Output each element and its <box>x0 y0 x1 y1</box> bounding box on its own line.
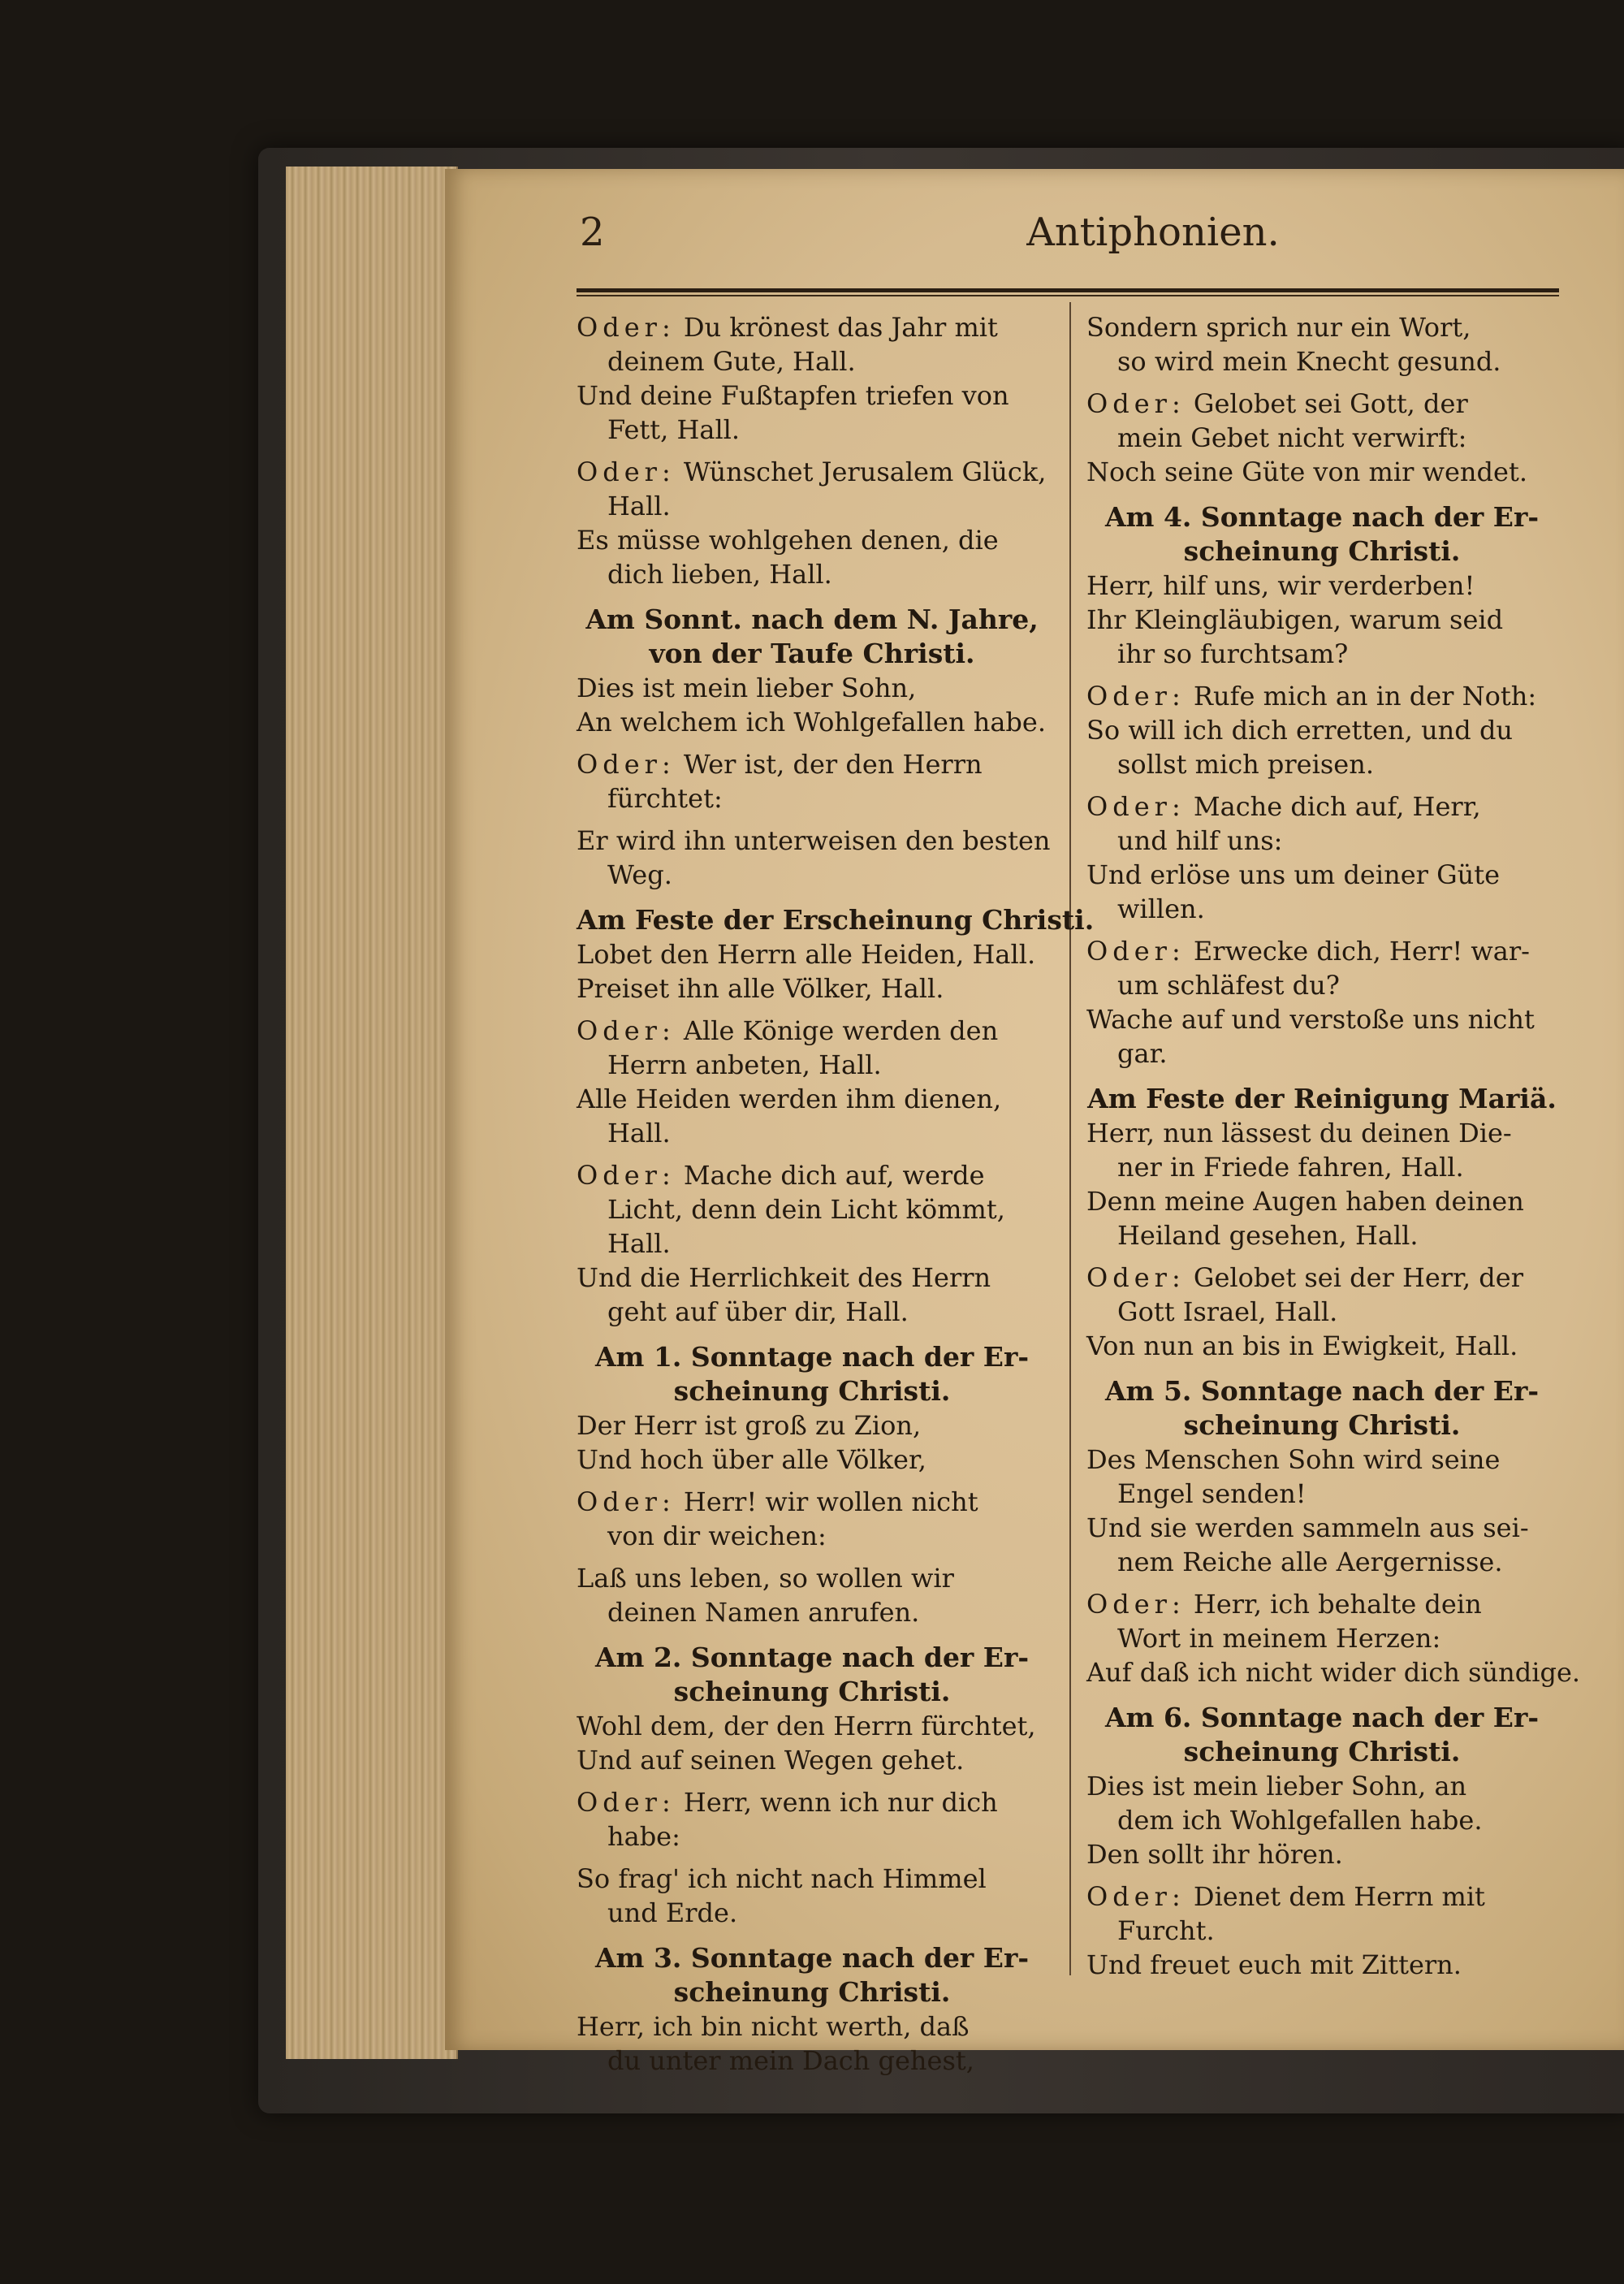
line-text: Am 2. Sonntage nach der Er- <box>594 1642 1030 1673</box>
text-line <box>1086 1655 1581 1689</box>
text-line <box>1086 1116 1557 1150</box>
line-text: Wer ist, der den Herrn <box>675 749 983 780</box>
line-text: von der Taufe Christi. <box>649 638 975 669</box>
line-text: Und deine Fußtapfen triefen von <box>577 380 1009 411</box>
text-line <box>1086 1511 1557 1545</box>
text-line <box>1086 934 1557 968</box>
text-line <box>1086 1803 1557 1837</box>
line-text: Denn meine Augen haben deinen <box>1086 1186 1524 1217</box>
line-text: um schläfest du? <box>1117 970 1340 1001</box>
line-text: Und freuet euch mit Zittern. <box>1086 1949 1462 1980</box>
line-text: Engel senden! <box>1117 1478 1307 1509</box>
line-text: ner in Friede fahren, Hall. <box>1117 1152 1464 1183</box>
line-text: Furcht. <box>1117 1915 1215 1946</box>
text-line <box>1086 679 1557 713</box>
line-text: Von nun an bis in Ewigkeit, Hall. <box>1086 1330 1518 1361</box>
line-text: Laß uns leben, so wollen wir <box>577 1563 954 1594</box>
line-text: Am 6. Sonntage nach der Er- <box>1104 1702 1540 1733</box>
line-text: dem ich Wohlgefallen habe. <box>1117 1805 1483 1836</box>
line-text: sollst mich preisen. <box>1117 749 1374 780</box>
line-text: Auf daß ich nicht wider dich sündige. <box>1086 1657 1581 1688</box>
line-text: Ihr Kleingläubigen, warum seid <box>1086 604 1504 635</box>
line-text: gar. <box>1117 1038 1168 1069</box>
column-divider <box>1069 302 1071 1975</box>
running-head: Antiphonien. <box>1026 210 1280 255</box>
text-line <box>577 557 1047 591</box>
text-line <box>577 858 1047 892</box>
header-rule-thin <box>577 295 1559 296</box>
line-text: Gelobet sei Gott, der <box>1185 388 1468 419</box>
text-line <box>1086 344 1557 379</box>
text-line <box>577 1226 1047 1261</box>
oder-label: Oder: <box>577 1015 676 1046</box>
section-heading <box>577 603 1047 637</box>
line-text: Und hoch über alle Völker, <box>577 1444 926 1475</box>
line-text: An welchem ich Wohlgefallen habe. <box>577 707 1047 738</box>
section-heading <box>577 1374 1047 1408</box>
oder-label: Oder: <box>1086 1881 1186 1912</box>
oder-label: Oder: <box>577 1486 676 1517</box>
text-line <box>577 1295 1047 1329</box>
text-line <box>577 971 1047 1006</box>
line-text: dich lieben, Hall. <box>607 559 832 590</box>
text-line <box>577 310 1047 344</box>
text-line <box>1086 637 1557 671</box>
text-line <box>1086 1002 1557 1036</box>
line-text: Rufe mich an in der Noth: <box>1185 681 1537 712</box>
line-text: Weg. <box>607 859 672 890</box>
oder-label: Oder: <box>577 1787 676 1818</box>
line-text: Es müsse wohlgehen denen, die <box>577 525 999 556</box>
text-line <box>1086 858 1557 892</box>
section-heading <box>577 1340 1047 1374</box>
line-text: Alle Heiden werden ihm dienen, <box>577 1084 1002 1114</box>
text-line <box>577 523 1047 557</box>
line-text: und Erde. <box>607 1897 738 1928</box>
section-heading <box>1086 500 1557 534</box>
text-line <box>1086 1477 1557 1511</box>
line-text: Und die Herrlichkeit des Herrn <box>577 1262 991 1293</box>
oder-label: Oder: <box>577 456 676 487</box>
line-text: Alle Könige werden den <box>675 1015 999 1046</box>
header-rule <box>577 288 1559 292</box>
section-heading <box>1086 1701 1557 1735</box>
left-column <box>577 310 1095 2078</box>
text-line <box>577 824 1051 858</box>
oder-label: Oder: <box>1086 936 1186 967</box>
text-line <box>1086 1443 1557 1477</box>
text-line <box>1086 968 1557 1002</box>
text-line <box>1086 824 1557 858</box>
line-text: ihr so furchtsam? <box>1117 638 1349 669</box>
line-text: Und erlöse uns um deiner Güte <box>1086 859 1501 890</box>
section-heading <box>577 1675 1047 1709</box>
text-line <box>1086 1545 1557 1579</box>
line-text: So frag' ich nicht nach Himmel <box>577 1863 987 1894</box>
line-text: Am 1. Sonntage nach der Er- <box>594 1341 1030 1373</box>
text-line <box>1086 1295 1557 1329</box>
text-line <box>1086 1218 1557 1252</box>
line-text: du unter mein Dach gehest, <box>607 2045 974 2076</box>
line-text: habe: <box>607 1821 680 1852</box>
oder-label: Oder: <box>577 749 676 780</box>
text-line <box>577 1561 1047 1595</box>
line-text: Sondern sprich nur ein Wort, <box>1086 312 1471 343</box>
line-text: Mache dich auf, werde <box>675 1160 985 1191</box>
text-line <box>577 344 1047 379</box>
text-line <box>1086 789 1557 824</box>
line-text: Wort in meinem Herzen: <box>1117 1623 1441 1654</box>
line-text: So will ich dich erretten, und du <box>1086 715 1514 746</box>
text-line <box>1086 1769 1557 1803</box>
line-text: Wohl dem, der den Herrn fürchtet, <box>577 1711 1036 1741</box>
text-line <box>577 671 1047 705</box>
oder-label: Oder: <box>577 312 676 343</box>
line-text: Hall. <box>607 1118 671 1148</box>
text-line <box>577 1819 1047 1854</box>
text-line <box>577 1709 1047 1743</box>
text-line <box>577 1082 1047 1116</box>
line-text: Hall. <box>607 491 671 521</box>
page-edges <box>286 167 458 2059</box>
line-text: Am Feste der Erscheinung Christi. <box>577 904 1095 936</box>
text-line <box>577 1785 1047 1819</box>
oder-label: Oder: <box>577 1160 676 1191</box>
line-text: Noch seine Güte von mir wendet. <box>1086 456 1527 487</box>
text-line <box>1086 747 1557 781</box>
line-text: Fett, Hall. <box>607 414 741 445</box>
text-line <box>1086 1184 1557 1218</box>
line-text: Wünschet Jerusalem Glück, <box>675 456 1047 487</box>
text-line <box>577 2044 1047 2078</box>
section-heading <box>577 637 1047 671</box>
text-line <box>1086 1036 1557 1071</box>
line-text: und hilf uns: <box>1117 825 1283 856</box>
text-line <box>577 1116 1047 1150</box>
text-line <box>577 1192 1047 1226</box>
line-text: Herr, nun lässest du deinen Die- <box>1086 1118 1512 1148</box>
page-number: 2 <box>580 210 605 255</box>
line-text: fürchtet: <box>607 783 723 814</box>
text-line <box>1086 455 1557 489</box>
text-line <box>1086 1880 1557 1914</box>
line-text: Heiland gesehen, Hall. <box>1117 1220 1419 1251</box>
text-line <box>577 413 1047 447</box>
text-line <box>1086 603 1557 637</box>
text-line <box>577 1862 1047 1896</box>
text-line <box>1086 569 1557 603</box>
oder-label: Oder: <box>1086 1589 1186 1620</box>
text-line <box>577 937 1047 971</box>
text-line <box>577 781 1047 815</box>
text-line <box>1086 892 1557 926</box>
line-text: deinen Namen anrufen. <box>607 1597 920 1628</box>
text-line <box>1086 310 1557 344</box>
text-line <box>1086 1587 1557 1621</box>
line-text: Der Herr ist groß zu Zion, <box>577 1410 922 1441</box>
line-text: Licht, denn dein Licht kömmt, <box>607 1194 1005 1225</box>
section-heading <box>577 903 1095 937</box>
text-line <box>577 379 1047 413</box>
line-text: Dienet dem Herrn mit <box>1185 1881 1485 1912</box>
oder-label: Oder: <box>1086 1262 1186 1293</box>
text-line <box>577 1158 1047 1192</box>
line-text: Am 3. Sonntage nach der Er- <box>594 1942 1030 1974</box>
line-text: Gott Israel, Hall. <box>1117 1296 1338 1327</box>
line-text: Erwecke dich, Herr! war- <box>1185 936 1530 967</box>
section-heading <box>577 1941 1047 1975</box>
line-text: Er wird ihn unterweisen den besten <box>577 825 1051 856</box>
section-heading <box>1086 1082 1557 1116</box>
line-text: nem Reiche alle Aergernisse. <box>1117 1546 1503 1577</box>
text-line <box>1086 1150 1557 1184</box>
text-line <box>577 489 1047 523</box>
line-text: Am Sonnt. nach dem N. Jahre, <box>585 603 1039 635</box>
text-line <box>577 1485 1047 1519</box>
line-text: Am 5. Sonntage nach der Er- <box>1104 1375 1540 1407</box>
line-text: Hall. <box>607 1228 671 1259</box>
line-text: Gelobet sei der Herr, der <box>1185 1262 1523 1293</box>
line-text: Herr, wenn ich nur dich <box>675 1787 998 1818</box>
text-line <box>577 1014 1047 1048</box>
text-line <box>577 1443 1047 1477</box>
line-text: Herr, ich bin nicht werth, daß <box>577 2011 970 2042</box>
text-line <box>577 455 1047 489</box>
line-text: Herrn anbeten, Hall. <box>607 1049 882 1080</box>
section-heading <box>1086 1374 1557 1408</box>
text-line <box>577 1261 1047 1295</box>
line-text: scheinung Christi. <box>1183 1409 1461 1441</box>
text-line <box>577 2009 1047 2044</box>
line-text: Des Menschen Sohn wird seine <box>1086 1444 1501 1475</box>
line-text: Preiset ihn alle Völker, Hall. <box>577 973 944 1004</box>
text-line <box>1086 1261 1557 1295</box>
oder-label: Oder: <box>1086 388 1186 419</box>
section-heading <box>1086 1735 1557 1769</box>
line-text: Herr! wir wollen nicht <box>675 1486 978 1517</box>
text-line <box>1086 1329 1557 1363</box>
text-line <box>577 1408 1047 1443</box>
line-text: Und sie werden sammeln aus sei- <box>1086 1512 1529 1543</box>
line-text: geht auf über dir, Hall. <box>607 1296 909 1327</box>
line-text: Herr, ich behalte dein <box>1185 1589 1482 1620</box>
line-text: von dir weichen: <box>607 1521 827 1551</box>
text-line <box>577 1896 1047 1930</box>
line-text: Den sollt ihr hören. <box>1086 1839 1343 1870</box>
text-line <box>577 1048 1047 1082</box>
text-line <box>577 747 1047 781</box>
text-line <box>1086 1621 1557 1655</box>
line-text: scheinung Christi. <box>673 1676 951 1707</box>
text-line <box>577 705 1047 739</box>
line-text: Wache auf und verstoße uns nicht <box>1086 1004 1535 1035</box>
line-text: mein Gebet nicht verwirft: <box>1117 422 1467 453</box>
line-text: Am 4. Sonntage nach der Er- <box>1104 501 1540 533</box>
line-text: scheinung Christi. <box>673 1375 951 1407</box>
text-line <box>1086 387 1557 421</box>
line-text: Herr, hilf uns, wir verderben! <box>1086 570 1475 601</box>
section-heading <box>1086 534 1557 569</box>
right-column <box>1086 310 1581 1982</box>
oder-label: Oder: <box>1086 791 1186 822</box>
text-line <box>1086 1948 1557 1982</box>
oder-label: Oder: <box>1086 681 1186 712</box>
line-text: deinem Gute, Hall. <box>607 346 856 377</box>
line-text: scheinung Christi. <box>1183 535 1461 567</box>
line-text: Mache dich auf, Herr, <box>1185 791 1481 822</box>
text-line <box>577 1595 1047 1629</box>
line-text: Und auf seinen Wegen gehet. <box>577 1745 965 1776</box>
line-text: willen. <box>1117 893 1205 924</box>
text-line <box>577 1519 1047 1553</box>
line-text: Lobet den Herrn alle Heiden, Hall. <box>577 939 1036 970</box>
line-text: Du krönest das Jahr mit <box>675 312 998 343</box>
line-text: Dies ist mein lieber Sohn, an <box>1086 1771 1467 1802</box>
line-text: so wird mein Knecht gesund. <box>1117 346 1501 377</box>
section-heading <box>1086 1408 1557 1443</box>
line-text: scheinung Christi. <box>1183 1736 1461 1767</box>
text-line <box>1086 421 1557 455</box>
text-line <box>1086 713 1557 747</box>
text-line <box>1086 1914 1557 1948</box>
section-heading <box>577 1975 1047 2009</box>
section-heading <box>577 1641 1047 1675</box>
text-line <box>577 1743 1047 1777</box>
line-text: Am Feste der Reinigung Mariä. <box>1087 1083 1557 1114</box>
line-text: Dies ist mein lieber Sohn, <box>577 673 917 703</box>
line-text: scheinung Christi. <box>673 1976 951 2008</box>
text-line <box>1086 1837 1557 1871</box>
